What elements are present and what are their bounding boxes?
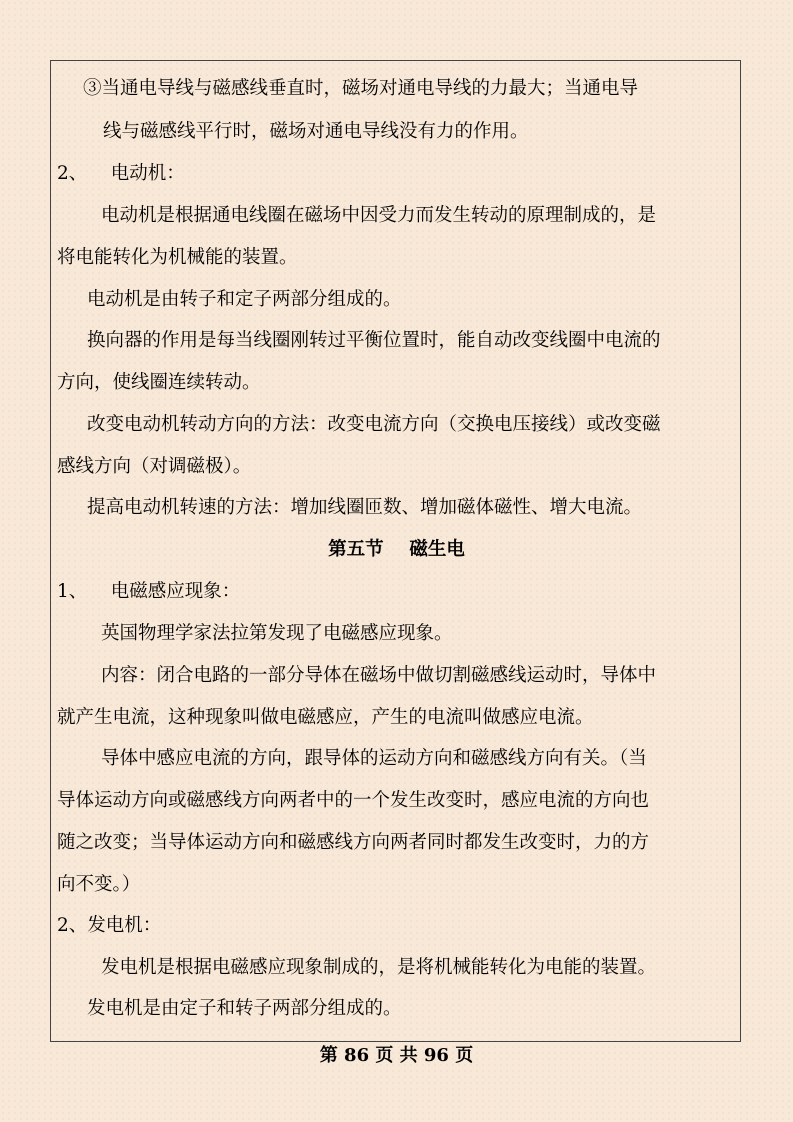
- section-heading: 2、 电动机：: [57, 163, 185, 184]
- text-line: 内容：闭合电路的一部分导体在磁场中做切割磁感线运动时，导体中: [101, 665, 657, 686]
- text-line: 方向，使线圈连续转动。: [57, 372, 261, 393]
- text-line: 英国物理学家法拉第发现了电磁感应现象。: [101, 623, 453, 644]
- text-line: 改变电动机转动方向的方法：改变电流方向（交换电压接线）或改变磁: [87, 414, 661, 435]
- text-line: 感线方向（对调磁极）。: [57, 456, 252, 477]
- text-line: 导体中感应电流的方向，跟导体的运动方向和磁感线方向有关。（当: [101, 748, 647, 769]
- text-line: 发电机是根据电磁感应现象制成的，是将机械能转化为电能的装置。: [101, 957, 657, 978]
- text-line: 就产生电流，这种现象叫做电磁感应，产生的电流叫做感应电流。: [57, 707, 594, 728]
- text-line: 将电能转化为机械能的装置。: [57, 247, 298, 268]
- section-heading: 2、发电机：: [57, 915, 162, 936]
- section-heading: 1、 电磁感应现象：: [57, 581, 241, 602]
- section-title: 第五节 磁生电: [328, 539, 465, 560]
- text-line: 发电机是由定子和转子两部分组成的。: [87, 998, 402, 1019]
- text-line: 换向器的作用是每当线圈刚转过平衡位置时，能自动改变线圈中电流的: [87, 330, 661, 351]
- text-line: 电动机是由转子和定子两部分组成的。: [87, 289, 402, 310]
- page-number: 第 86 页 共 96 页: [319, 1045, 474, 1066]
- text-line: 线与磁感线平行时，磁场对通电导线没有力的作用。: [103, 121, 529, 142]
- text-line: 导体运动方向或磁感线方向两者中的一个发生改变时，感应电流的方向也: [57, 790, 650, 811]
- text-line: 向不变。）: [57, 874, 141, 895]
- text-line: ③当通电导线与磁感线垂直时，磁场对通电导线的力最大；当通电导: [83, 78, 639, 99]
- text-line: 电动机是根据通电线圈在磁场中因受力而发生转动的原理制成的，是: [101, 205, 657, 226]
- text-line: 提高电动机转速的方法：增加线圈匝数、增加磁体磁性、增大电流。: [87, 497, 643, 518]
- text-line: 随之改变；当导体运动方向和磁感线方向两者同时都发生改变时，力的方: [57, 832, 650, 853]
